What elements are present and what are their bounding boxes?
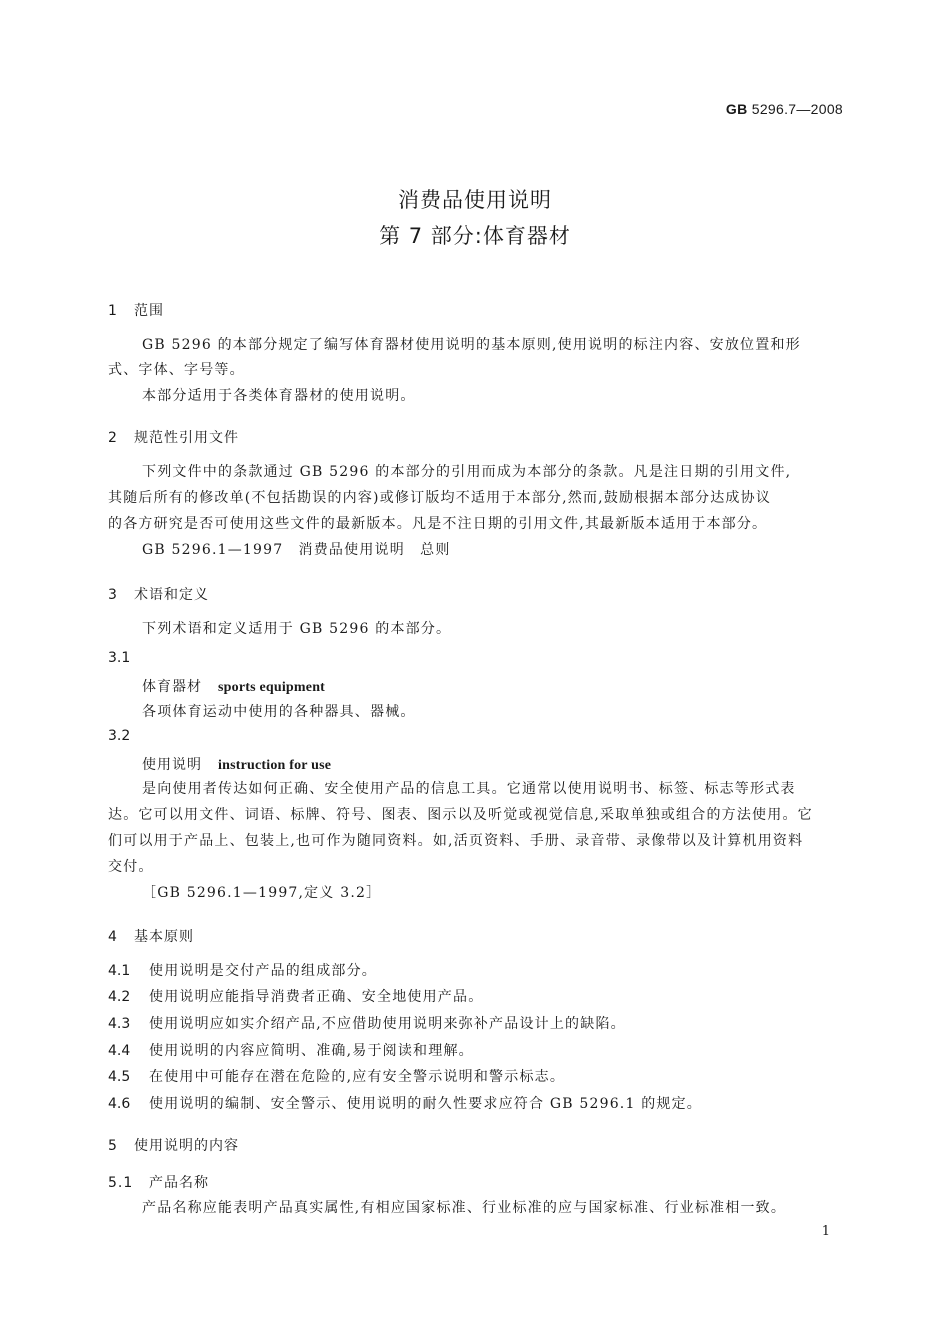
term-3-1-number: 3.1 [108,650,131,666]
section-3-heading: 3 术语和定义 [108,587,209,603]
term-3-2-definition-line3: 们可以用于产品上、包装上,也可作为随同资料。如,活页资料、手册、录音带、录像带以及计算机用资料 [108,833,804,849]
term-3-2-number: 3.2 [108,728,131,744]
term-3-2-definition-line2: 达。它可以用文件、词语、标牌、符号、图表、图示以及听觉或视觉信息,采取单独或组合的方法使用。它 [108,807,813,823]
term-3-1-definition: 各项体育运动中使用的各种器具、器械。 [142,704,416,720]
document-title-line1: 消费品使用说明 [398,188,552,212]
term-3-2-source: ［GB 5296.1—1997,定义 3.2］ [142,885,382,901]
clause-4-3: 4.3 使用说明应如实介绍产品,不应借助使用说明来弥补产品设计上的缺陷。 [108,1016,626,1032]
term-3-1-name: 体育器材 sports equipment [142,679,326,695]
section-2-paragraph-line3: 的各方研究是否可使用这些文件的最新版本。凡是不注日期的引用文件,其最新版本适用于本部分。 [108,516,768,532]
subsection-5-1-heading: 5.1 产品名称 [108,1175,209,1191]
document-title-line2: 第 7 部分:体育器材 [379,224,571,248]
section-3-intro: 下列术语和定义适用于 GB 5296 的本部分。 [142,621,452,637]
clause-4-4: 4.4 使用说明的内容应简明、准确,易于阅读和理解。 [108,1043,474,1059]
term-3-2-definition-line4: 交付。 [108,859,154,875]
section-1-paragraph-line2: 式、字体、字号等。 [108,362,245,378]
section-1-paragraph-2: 本部分适用于各类体育器材的使用说明。 [142,388,416,404]
section-2-paragraph-line2: 其随后所有的修改单(不包括勘误的内容)或修订版均不适用于本部分,然而,鼓励根据本部分达成协议 [108,490,772,506]
standard-number: GB 5296.7—2008 [725,101,843,117]
term-3-2-definition-line1: 是向使用者传达如何正确、安全使用产品的信息工具。它通常以使用说明书、标签、标志等形式表 [142,781,796,797]
clause-4-2: 4.2 使用说明应能指导消费者正确、安全地使用产品。 [108,989,484,1005]
clause-4-1: 4.1 使用说明是交付产品的组成部分。 [108,963,377,979]
clause-4-6: 4.6 使用说明的编制、安全警示、使用说明的耐久性要求应符合 GB 5296.1 的规定。 [108,1096,703,1112]
section-2-reference: GB 5296.1—1997 消费品使用说明 总则 [142,542,451,558]
section-1-heading: 1 范围 [108,303,164,319]
section-2-heading: 2 规范性引用文件 [108,430,239,446]
term-3-2-name: 使用说明 instruction for use [142,757,332,773]
section-2-paragraph-line1: 下列文件中的条款通过 GB 5296 的本部分的引用而成为本部分的条款。凡是注日期的引用文件, [142,464,792,480]
clause-4-5: 4.5 在使用中可能存在潜在危险的,应有安全警示说明和警示标志。 [108,1069,566,1085]
section-5-heading: 5 使用说明的内容 [108,1138,239,1154]
section-1-paragraph-line1: GB 5296 的本部分规定了编写体育器材使用说明的基本原则,使用说明的标注内容、安放位置和形 [142,337,801,353]
section-4-heading: 4 基本原则 [108,929,194,945]
page-number: 1 [821,1224,830,1239]
subsection-5-1-text: 产品名称应能表明产品真实属性,有相应国家标准、行业标准的应与国家标准、行业标准相一致。 [142,1200,787,1216]
